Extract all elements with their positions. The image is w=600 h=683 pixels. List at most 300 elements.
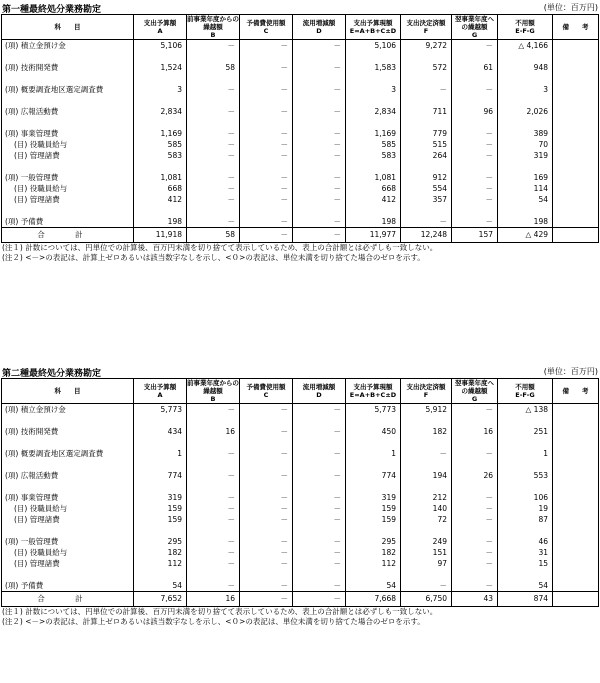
column-header-title: 翌事業年度への繰越額: [455, 15, 494, 31]
row-label: (項) 積立金預け金: [2, 404, 134, 416]
empty-cell: [498, 95, 553, 106]
empty-cell: [401, 73, 452, 84]
row-label: (項) 予備費: [2, 580, 134, 592]
value-cell: －: [187, 172, 240, 183]
empty-cell: [187, 437, 240, 448]
value-cell: [553, 216, 599, 228]
total-row: [2, 228, 599, 243]
empty-cell: [346, 415, 401, 426]
column-header-formula: G: [471, 395, 478, 403]
empty-cell: [401, 51, 452, 62]
value-cell: 774: [134, 470, 187, 481]
value-cell: －: [293, 536, 346, 547]
value-cell: 668: [346, 183, 401, 194]
column-header: [293, 379, 346, 404]
value-cell: －: [187, 514, 240, 525]
column-header-formula: F: [423, 27, 429, 35]
value-cell: 54: [498, 194, 553, 205]
empty-cell: [401, 161, 452, 172]
table-row: [2, 448, 599, 459]
empty-cell: [498, 415, 553, 426]
table-row: [2, 216, 599, 228]
column-header: [498, 15, 553, 40]
value-cell: －: [187, 128, 240, 139]
empty-cell: [498, 51, 553, 62]
value-cell: －: [187, 492, 240, 503]
empty-cell: [293, 73, 346, 84]
empty-cell: [553, 117, 599, 128]
column-header: [240, 15, 293, 40]
total-value-cell: 43: [452, 592, 498, 607]
value-cell: [553, 40, 599, 52]
value-cell: －: [240, 150, 293, 161]
value-cell: [553, 128, 599, 139]
value-cell: －: [187, 183, 240, 194]
value-cell: －: [240, 128, 293, 139]
value-cell: [553, 106, 599, 117]
footnote: (注１) 計数については、円単位での計算後、百万円未満を切り捨てて表示しているため、表上の合計額とは必ずしも一致しない。: [2, 607, 438, 616]
empty-cell: [134, 205, 187, 216]
empty-cell: [134, 73, 187, 84]
value-cell: 553: [498, 470, 553, 481]
total-value-cell: －: [240, 592, 293, 607]
row-label: (目) 管理諸費: [2, 150, 134, 161]
value-cell: 319: [134, 492, 187, 503]
empty-cell: [346, 95, 401, 106]
value-cell: 779: [401, 128, 452, 139]
value-cell: －: [293, 40, 346, 52]
value-cell: [553, 558, 599, 569]
column-header-title: 翌事業年度への繰越額: [455, 379, 494, 395]
total-label: 合 計: [2, 592, 134, 607]
value-cell: 2,026: [498, 106, 553, 117]
value-cell: 151: [401, 547, 452, 558]
value-cell: 159: [346, 514, 401, 525]
section-title: 第一種最終処分業務勘定: [2, 5, 102, 15]
empty-cell: [240, 437, 293, 448]
value-cell: 97: [401, 558, 452, 569]
spacer-row: [2, 95, 599, 106]
empty-cell: [498, 437, 553, 448]
value-cell: －: [293, 426, 346, 437]
value-cell: 114: [498, 183, 553, 194]
empty-cell: [452, 437, 498, 448]
column-header: [240, 379, 293, 404]
row-label: (目) 管理諸費: [2, 558, 134, 569]
total-value-cell: 12,248: [401, 228, 452, 243]
column-header: [2, 15, 134, 40]
empty-cell: [2, 415, 134, 426]
table-row: [2, 128, 599, 139]
value-cell: 572: [401, 62, 452, 73]
table-row: [2, 183, 599, 194]
value-cell: [553, 470, 599, 481]
empty-cell: [553, 525, 599, 536]
row-label: (目) 管理諸費: [2, 514, 134, 525]
value-cell: 159: [134, 503, 187, 514]
value-cell: －: [452, 150, 498, 161]
empty-cell: [401, 415, 452, 426]
total-row: [2, 592, 599, 607]
value-cell: △ 138: [498, 404, 553, 416]
column-header-title: 不用額: [515, 383, 535, 391]
total-value-cell: 11,977: [346, 228, 401, 243]
value-cell: 5,912: [401, 404, 452, 416]
value-cell: 1,583: [346, 62, 401, 73]
value-cell: －: [401, 580, 452, 592]
column-header: [401, 379, 452, 404]
table-row: [2, 470, 599, 481]
value-cell: －: [240, 580, 293, 592]
empty-cell: [498, 569, 553, 580]
value-cell: －: [401, 84, 452, 95]
value-cell: [553, 580, 599, 592]
empty-cell: [2, 95, 134, 106]
column-header: [401, 15, 452, 40]
row-label: (項) 概要調査地区選定調査費: [2, 84, 134, 95]
value-cell: －: [187, 40, 240, 52]
value-cell: 70: [498, 139, 553, 150]
empty-cell: [452, 161, 498, 172]
column-header: [452, 15, 498, 40]
empty-cell: [134, 437, 187, 448]
value-cell: －: [293, 139, 346, 150]
value-cell: 26: [452, 470, 498, 481]
table-row: [2, 426, 599, 437]
empty-cell: [134, 415, 187, 426]
value-cell: 264: [401, 150, 452, 161]
value-cell: 450: [346, 426, 401, 437]
row-label: (項) 予備費: [2, 216, 134, 228]
value-cell: 585: [134, 139, 187, 150]
spacer-row: [2, 525, 599, 536]
value-cell: [553, 536, 599, 547]
value-cell: －: [452, 558, 498, 569]
empty-cell: [293, 525, 346, 536]
table-row: [2, 536, 599, 547]
value-cell: 169: [498, 172, 553, 183]
spacer-row: [2, 437, 599, 448]
empty-cell: [293, 117, 346, 128]
value-cell: [553, 503, 599, 514]
total-value-cell: 7,668: [346, 592, 401, 607]
column-header-title: 支出予算現額: [353, 383, 393, 391]
table-row: [2, 492, 599, 503]
value-cell: 61: [452, 62, 498, 73]
column-header-title: 前事業年度からの繰越額: [187, 379, 239, 395]
empty-cell: [134, 525, 187, 536]
row-label: (項) 技術開発費: [2, 62, 134, 73]
value-cell: －: [187, 150, 240, 161]
value-cell: －: [187, 470, 240, 481]
total-label: 合 計: [2, 228, 134, 243]
value-cell: 1,081: [134, 172, 187, 183]
empty-cell: [346, 51, 401, 62]
table-row: [2, 139, 599, 150]
value-cell: －: [452, 40, 498, 52]
header-row: [2, 379, 599, 404]
row-label: (項) 広報活動費: [2, 470, 134, 481]
empty-cell: [134, 95, 187, 106]
table-row: [2, 150, 599, 161]
value-cell: －: [240, 62, 293, 73]
value-cell: 15: [498, 558, 553, 569]
value-cell: －: [452, 216, 498, 228]
value-cell: [553, 448, 599, 459]
value-cell: [553, 492, 599, 503]
value-cell: －: [240, 106, 293, 117]
value-cell: 357: [401, 194, 452, 205]
value-cell: －: [293, 183, 346, 194]
budget-table: [1, 378, 599, 607]
value-cell: －: [240, 40, 293, 52]
total-value-cell: －: [240, 228, 293, 243]
empty-cell: [134, 459, 187, 470]
spacer-row: [2, 161, 599, 172]
column-header-title: 支出予算現額: [353, 19, 393, 27]
value-cell: －: [240, 492, 293, 503]
empty-cell: [346, 525, 401, 536]
empty-cell: [187, 117, 240, 128]
empty-cell: [293, 437, 346, 448]
table-row: [2, 558, 599, 569]
row-label: (目) 役職員給与: [2, 183, 134, 194]
row-label: (目) 管理諸費: [2, 194, 134, 205]
empty-cell: [553, 481, 599, 492]
spacer-row: [2, 415, 599, 426]
value-cell: 182: [401, 426, 452, 437]
empty-cell: [452, 481, 498, 492]
empty-cell: [346, 161, 401, 172]
section-header: [0, 0, 600, 14]
value-cell: 1,169: [346, 128, 401, 139]
column-header: [553, 379, 599, 404]
empty-cell: [498, 459, 553, 470]
value-cell: －: [240, 547, 293, 558]
empty-cell: [498, 525, 553, 536]
value-cell: 194: [401, 470, 452, 481]
empty-cell: [134, 117, 187, 128]
empty-cell: [346, 205, 401, 216]
row-label: (目) 役職員給与: [2, 503, 134, 514]
unit-label: (単位：百万円): [543, 3, 598, 12]
value-cell: 106: [498, 492, 553, 503]
footnote: (注１) 計数については、円単位での計算後、百万円未満を切り捨てて表示しているため、表上の合計額とは必ずしも一致しない。: [2, 243, 438, 252]
value-cell: 54: [346, 580, 401, 592]
column-header-title: 流用増減額: [302, 19, 336, 27]
empty-cell: [187, 51, 240, 62]
empty-cell: [401, 117, 452, 128]
value-cell: －: [187, 139, 240, 150]
row-label: (目) 役職員給与: [2, 547, 134, 558]
empty-cell: [240, 95, 293, 106]
empty-cell: [553, 459, 599, 470]
value-cell: [553, 150, 599, 161]
column-header-title: 前事業年度からの繰越額: [187, 15, 239, 31]
empty-cell: [452, 569, 498, 580]
empty-cell: [187, 95, 240, 106]
empty-cell: [498, 117, 553, 128]
unit-label: (単位：百万円): [543, 367, 598, 376]
value-cell: －: [452, 547, 498, 558]
value-cell: －: [240, 139, 293, 150]
column-header-formula: E=A+B+C±D: [349, 391, 397, 399]
value-cell: －: [452, 139, 498, 150]
value-cell: －: [452, 128, 498, 139]
total-value-cell: [553, 228, 599, 243]
value-cell: [553, 139, 599, 150]
column-header-title: 予備費使用額: [246, 19, 286, 27]
value-cell: 1,169: [134, 128, 187, 139]
budget-table: [1, 14, 599, 243]
empty-cell: [452, 415, 498, 426]
value-cell: [553, 404, 599, 416]
spacer-row: [2, 569, 599, 580]
value-cell: －: [187, 503, 240, 514]
value-cell: －: [452, 172, 498, 183]
column-header-title: 支出予算額: [143, 383, 177, 391]
value-cell: 96: [452, 106, 498, 117]
value-cell: [553, 62, 599, 73]
empty-cell: [498, 73, 553, 84]
column-header: [346, 379, 401, 404]
empty-cell: [187, 481, 240, 492]
empty-cell: [187, 205, 240, 216]
value-cell: －: [452, 183, 498, 194]
empty-cell: [240, 459, 293, 470]
empty-cell: [2, 569, 134, 580]
value-cell: 54: [498, 580, 553, 592]
value-cell: －: [452, 536, 498, 547]
value-cell: 182: [134, 547, 187, 558]
value-cell: 112: [346, 558, 401, 569]
empty-cell: [134, 481, 187, 492]
value-cell: －: [293, 84, 346, 95]
table-row: [2, 503, 599, 514]
table-row: [2, 62, 599, 73]
value-cell: 9,272: [401, 40, 452, 52]
empty-cell: [187, 525, 240, 536]
column-header: [498, 379, 553, 404]
value-cell: －: [240, 183, 293, 194]
empty-cell: [401, 525, 452, 536]
column-header-formula: A: [157, 27, 163, 35]
total-value-cell: 11,918: [134, 228, 187, 243]
value-cell: －: [187, 106, 240, 117]
value-cell: 389: [498, 128, 553, 139]
total-value-cell: 58: [187, 228, 240, 243]
value-cell: 295: [346, 536, 401, 547]
value-cell: 554: [401, 183, 452, 194]
value-cell: －: [401, 448, 452, 459]
column-header: [187, 15, 240, 40]
empty-cell: [240, 161, 293, 172]
value-cell: －: [293, 448, 346, 459]
value-cell: －: [187, 448, 240, 459]
empty-cell: [187, 569, 240, 580]
value-cell: [553, 194, 599, 205]
empty-cell: [346, 459, 401, 470]
empty-cell: [2, 437, 134, 448]
value-cell: 1: [134, 448, 187, 459]
value-cell: －: [293, 470, 346, 481]
empty-cell: [452, 205, 498, 216]
value-cell: －: [293, 547, 346, 558]
value-cell: －: [293, 216, 346, 228]
empty-cell: [553, 95, 599, 106]
empty-cell: [553, 161, 599, 172]
empty-cell: [452, 73, 498, 84]
value-cell: 46: [498, 536, 553, 547]
empty-cell: [2, 51, 134, 62]
value-cell: －: [240, 172, 293, 183]
empty-cell: [498, 205, 553, 216]
footnote: (注２) <－>の表記は、計算上ゼロあるいは該当数字なしを示し、<０>の表記は、単位未満を切り捨てた場合のゼロを示す。: [2, 617, 425, 626]
value-cell: 19: [498, 503, 553, 514]
column-header-formula: E-F-G: [515, 27, 535, 35]
column-header-formula: E=A+B+C±D: [349, 27, 397, 35]
empty-cell: [452, 459, 498, 470]
empty-cell: [293, 459, 346, 470]
value-cell: －: [293, 514, 346, 525]
empty-cell: [293, 95, 346, 106]
empty-cell: [293, 51, 346, 62]
value-cell: －: [240, 216, 293, 228]
empty-cell: [452, 95, 498, 106]
value-cell: －: [452, 503, 498, 514]
value-cell: [553, 547, 599, 558]
column-header: [452, 379, 498, 404]
empty-cell: [293, 161, 346, 172]
value-cell: 2,834: [346, 106, 401, 117]
column-header-title: 備 考: [562, 387, 589, 395]
empty-cell: [553, 205, 599, 216]
empty-cell: [346, 73, 401, 84]
column-header-formula: D: [316, 27, 322, 35]
column-header: [2, 379, 134, 404]
value-cell: －: [452, 580, 498, 592]
value-cell: 583: [346, 150, 401, 161]
value-cell: 5,773: [134, 404, 187, 416]
empty-cell: [346, 569, 401, 580]
column-header-title: 流用増減額: [302, 383, 336, 391]
value-cell: 711: [401, 106, 452, 117]
value-cell: [553, 426, 599, 437]
value-cell: －: [240, 84, 293, 95]
empty-cell: [346, 117, 401, 128]
empty-cell: [2, 161, 134, 172]
value-cell: －: [187, 547, 240, 558]
value-cell: －: [240, 536, 293, 547]
spacer-row: [2, 205, 599, 216]
value-cell: 5,106: [346, 40, 401, 52]
empty-cell: [553, 437, 599, 448]
value-cell: －: [240, 470, 293, 481]
value-cell: －: [452, 194, 498, 205]
value-cell: －: [293, 172, 346, 183]
row-label: (項) 事業管理費: [2, 128, 134, 139]
value-cell: 583: [134, 150, 187, 161]
column-header-title: 予備費使用額: [246, 383, 286, 391]
spacer-row: [2, 117, 599, 128]
empty-cell: [346, 481, 401, 492]
column-header-formula: D: [316, 391, 322, 399]
column-header-formula: A: [157, 391, 163, 399]
empty-cell: [240, 415, 293, 426]
empty-cell: [240, 205, 293, 216]
empty-cell: [240, 117, 293, 128]
value-cell: 434: [134, 426, 187, 437]
